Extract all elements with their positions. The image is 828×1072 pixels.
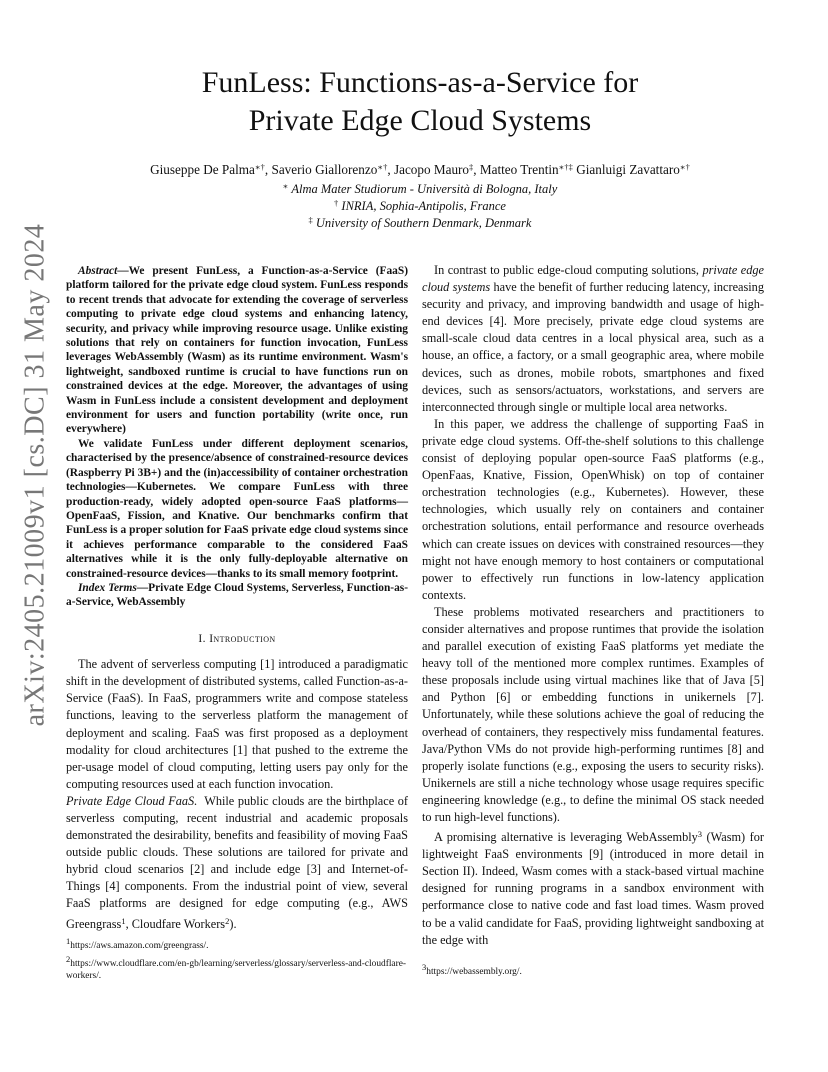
body-paragraph: In this paper, we address the challenge of supporting FaaS in private edge cloud systems. Off-the-shelf solutions to this challenge consist of deploying popular open-source FaaS platforms (e.g., OpenFaas, Knative, Fission, OpenWhisk) on top of container orchestration technologies (e.g., Kubernetes). However, these technologies, which usually rely on containers and container orchestration solutions, entail performance and resource overheads which can create issues on devices with constrained resources—they might not have enough memory to host containers or computational power to effectively run functions in low-latency application contexts. <box>422 416 764 602</box>
paragraph-text: In contrast to public edge-cloud computing solutions, <box>434 263 703 277</box>
footnote-mark: 1 <box>66 936 71 946</box>
footnote-ref: 1 <box>121 915 126 926</box>
section-number: I. <box>198 632 206 645</box>
author-marks: ∗† <box>254 162 265 172</box>
footnote-url[interactable]: https://aws.amazon.com/greengrass/. <box>70 941 209 951</box>
title-line-1: FunLess: Functions-as-a-Service for <box>201 66 639 99</box>
footnote-ref: 2 <box>225 915 230 926</box>
affiliation-text: Alma Mater Studiorum - Università di Bologna, Italy <box>291 182 558 196</box>
abstract <box>66 264 408 610</box>
affiliation-mark: ‡ <box>308 215 313 225</box>
affiliation-text: University of Southern Denmark, Denmark <box>315 216 532 230</box>
section-title: Introduction <box>209 632 276 645</box>
abstract-paragraph: We validate FunLess under different deployment scenarios, characterised by the presence/absence of constrained-resource devices (Raspberry Pi 3B+) and the (in)accessibility of container orchestration technologies—Kubernetes. We compare FunLess with three production-ready, widely adopted open-source FaaS platforms—OpenFaaS, Fission, and Knative. Our benchmarks confirm that FunLess is a proper solution for FaaS private edge cloud systems since it achieves performance comparable to the considered FaaS alternatives while it is the only fully-deployable alternative on constrained-resource devices—thanks to its small memory footprint. <box>66 437 408 580</box>
footnote-mark: 2 <box>66 953 71 964</box>
intro-body <box>66 656 408 933</box>
intro-paragraph <box>66 793 408 933</box>
affiliation <box>120 198 720 214</box>
index-terms-lead: Index Terms <box>78 581 137 594</box>
body-paragraph <box>422 826 764 949</box>
footnotes-right <box>422 961 764 979</box>
author-name: Matteo Trentin <box>479 162 559 177</box>
right-column <box>422 262 764 949</box>
author-marks: ‡ <box>469 162 474 172</box>
footnotes-left <box>66 935 408 983</box>
abstract-lead: Abstract <box>78 265 118 277</box>
footnote <box>66 953 408 983</box>
abstract-text: —We present FunLess, a Function-as-a-Service (FaaS) platform tailored for the private edge cloud system. FunLess responds to recent trends that advocate for extending the coverage of serverless computing to private edge cloud systems and enhancing latency, security, and privacy while improving resource usage. Unlike existing solutions that rely on containers for function invocation, FunLess leverages WebAssembly (Wasm) as its runtime environment. Wasm's lightweight, sandboxed runtime is crucial to have functions run on constrained devices at the edge. Moreover, the advantages of using Wasm in FunLess include a consistent development and deployment environment for users and function portability (write once, run everywhere) <box>66 265 408 436</box>
affiliation <box>120 215 720 231</box>
paragraph-text: , Cloudfare Workers <box>125 916 226 931</box>
affiliation-mark: ∗ <box>282 181 289 191</box>
author-name: Saverio Giallorenzo <box>271 162 378 177</box>
footnote-url[interactable]: https://webassembly.org/. <box>426 967 522 977</box>
paragraph-lead: Private Edge Cloud FaaS. <box>66 793 198 808</box>
paragraph-text: (Wasm) for lightweight FaaS environments [9] (introduced in more detail in Section II). Indeed, Wasm comes with a stack-based virtual machine designed for running programs in a sandbox environment with performance close to native code and fast load times. Wasm proved to be a valid candidate for FaaS, providing lightweight sandboxing at the edge with <box>422 830 764 947</box>
author-marks: ∗† <box>377 162 388 172</box>
author-name: Giuseppe De Palma <box>150 162 255 177</box>
paragraph-text: A promising alternative is leveraging WebAssembly <box>434 830 698 845</box>
affiliation-mark: † <box>334 198 339 208</box>
body-paragraph: These problems motivated researchers and practitioners to consider alternatives and propose runtimes that provide the isolation and parallel execution of existing FaaS platforms yet mediate the heavy toll of the mentioned more complex runtimes. Examples of these proposals include using virtual machines like that of Java [5] and Python [6] or embedding functions in unikernels [7]. Unfortunately, while these solutions achieve the goal of reducing the overhead of containers, they respectively miss fundamental features. Java/Python VMs do not provide high-performing runtimes [8] and properly isolate functions (e.g., exposing the users to security risks). Unikernels are still a niche technology whose usage requires specific engineering knowledge (e.g., to define the minimal OS stack needed to run high-level functions). <box>422 604 764 824</box>
footnote-mark: 3 <box>422 962 427 972</box>
author-marks: ∗†‡ <box>558 162 573 172</box>
body-paragraph <box>422 262 764 416</box>
left-column <box>66 264 408 933</box>
paper-title <box>120 64 720 140</box>
footnote <box>66 935 408 953</box>
footnote-ref: 3 <box>697 829 703 840</box>
affiliation <box>120 181 720 197</box>
title-line-2: Private Edge Cloud Systems <box>248 104 592 137</box>
paragraph-text: While public clouds are the birthplace of serverless computing, recent industrial and academic proposals demonstrated the desirability, benefits and feasibility of moving FaaS outside public clouds. These solutions are tailored for private and hybrid cloud scenarios [2] and include edge [3] and Internet-of-Things [4] components. From the industrial point of view, several FaaS platforms are designed for edge computing (e.g., AWS Greengrass <box>66 793 408 931</box>
footnote <box>422 961 764 979</box>
author-list: Giuseppe De Palma∗†, Saverio Giallorenzo∗†, Jacopo Mauro‡, Matteo Trentin∗†‡ Gianluigi Zavattaro∗† <box>150 162 690 177</box>
author-name: Jacopo Mauro <box>393 162 470 177</box>
author-name: Gianluigi Zavattaro <box>576 162 680 177</box>
paragraph-text: have the benefit of further reducing latency, increasing security and privacy, and improving bandwidth and usage of high-end devices [4]. More precisely, private edge cloud systems are small-scale cloud data centres in a local physical area, such as a house, an office, a factory, or a small geographic area, where mobile devices, such as drones, mobile robots, smartphones and fixed devices, such as sensors/actuators, workstations, and servers are interconnected through single or multiple local area networks. <box>422 280 764 414</box>
index-terms <box>66 581 408 610</box>
footnote-url[interactable]: https://www.cloudflare.com/en-gb/learning/serverless/glossary/serverless-and-cloudflare-workers/. <box>66 958 406 981</box>
paragraph-text: ). <box>229 916 237 931</box>
section-heading <box>66 632 408 646</box>
index-terms-text: —Private Edge Cloud Systems, Serverless, Function-as-a-Service, WebAssembly <box>66 581 408 609</box>
abstract-paragraph <box>66 264 408 437</box>
intro-paragraph: The advent of serverless computing [1] introduced a paradigmatic shift in the development of distributed systems, called Function-as-a-Service (FaaS). In FaaS, programmers write and compose stateless functions, leaving to the serverless platform the management of deployment and scaling. FaaS was first proposed as a deployment modality for cloud architectures [1] that pushed to the extreme the per-usage model of cloud computing, letting users pay only for the computing resources used at each function invocation. <box>66 657 408 791</box>
arxiv-identifier: arXiv:2405.21009v1 [cs.DC] 31 May 2024 <box>19 223 51 727</box>
affiliation-text: INRIA, Sophia-Antipolis, France <box>341 199 506 213</box>
arxiv-sidebar-stamp <box>10 223 60 727</box>
author-marks: ∗† <box>679 162 690 172</box>
emphasis-text: private edge cloud systems <box>422 263 764 295</box>
